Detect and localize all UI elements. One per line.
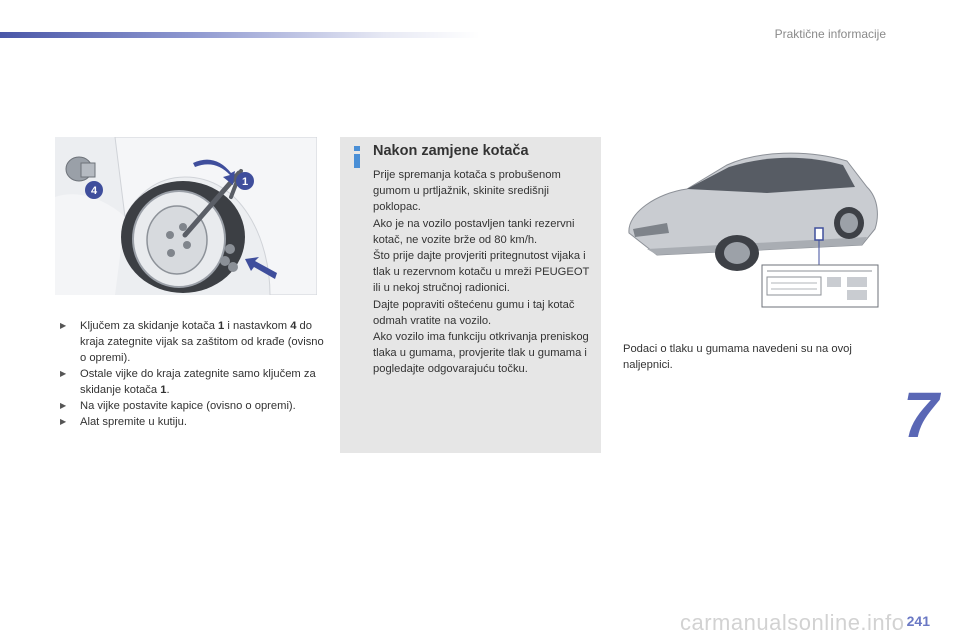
wheel-drawing: [55, 137, 317, 295]
info-icon: [352, 146, 362, 168]
watermark: carmanualsonline.info: [680, 610, 905, 635]
car-drawing: [617, 137, 882, 309]
bullet-arrow-icon: ▶: [60, 417, 67, 426]
chapter-number: 7: [903, 379, 939, 451]
info-box-title: Nakon zamjene kotača: [373, 143, 529, 159]
list-item: ▶ Ključem za skidanje kotača 1 i nastavkom 4 do kraja zategnite vijak sa zaštitom od krađe (ovisno o opremi).: [60, 320, 324, 364]
list-item: ▶ Na vijke postavite kapice (ovisno o opremi).: [60, 400, 296, 412]
page-number: 241: [906, 613, 930, 629]
callout-4-label: 4: [90, 185, 98, 197]
info-box-text: Prije spremanja kotača s probušenom gumom u prtljažnik, skinite središnji poklopac. Ako je na vozilo postavljen tanki rezervni kotač, ne vozite brže od 80 km/h. Što prije dajte provjeriti pritegnutost vijaka i tlak u rezervnom kotaču u mreži PEUGEOT ili u nekoj stručnoj radionici. Dajte popraviti oštećenu gumu i taj kotač odmah vratite na vozilo. Ako vozilo ima funkciju otkrivanja preniskog tlaka u gumama, provjerite tlak u gumama i pogledajte odgovarajuću točku.: [373, 169, 590, 376]
info-box: [340, 137, 601, 453]
bullet-arrow-icon: ▶: [60, 321, 67, 330]
list-item: ▶ Ostale vijke do kraja zategnite samo ključem za skidanje kotača 1.: [60, 368, 316, 396]
bullet-arrow-icon: ▶: [60, 369, 67, 378]
car-caption: Podaci o tlaku u gumama navedeni su na ovoj naljepnici.: [623, 343, 852, 371]
callout-1-label: 1: [241, 176, 249, 188]
car-illustration: [617, 137, 882, 309]
list-item: ▶ Alat spremite u kutiju.: [60, 416, 187, 428]
step-list: [60, 318, 328, 430]
bullet-arrow-icon: ▶: [60, 401, 67, 410]
header-gradient-bar: [0, 32, 480, 38]
section-title: Praktične informacije: [774, 27, 886, 41]
wheel-illustration: [55, 137, 317, 295]
